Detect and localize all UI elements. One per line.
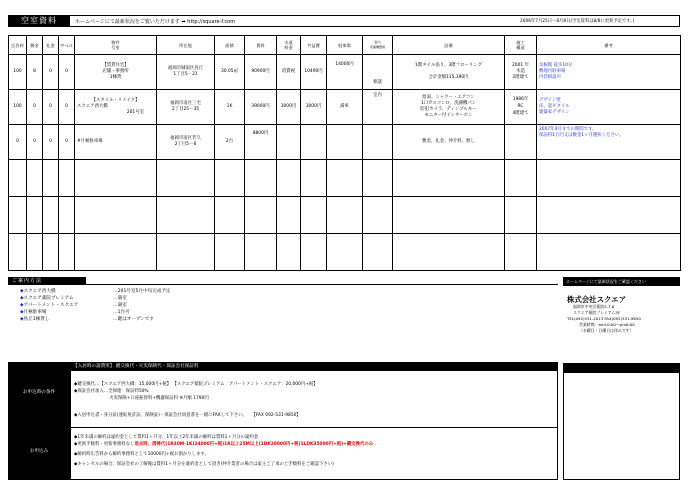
diamond-icon: ◆ [20,289,24,294]
date-note: 2006年7月25日～8月8日(空室資料は8/8に更新予定です。) [520,19,635,24]
guide-item-name: アパートメント・スクエア [23,303,79,308]
header-address: 所在地 [157,36,215,55]
guide-item-desc: …201号室5月中旬完成予定 [113,289,171,294]
address-line: 福岡市城南区鳥丘 [167,66,204,72]
equipment-line: 1階タイル張り、3階フローリング [415,63,482,69]
table-row [9,197,681,234]
guide-item-name: スクエア西大橋 [23,289,56,294]
office-bar [563,363,680,372]
list-item [20,296,127,302]
cell-remarks [537,125,681,160]
remark-line: 気候館 徒歩10分 [539,63,573,69]
equipment-line: 合計金額115,390円 [428,75,469,81]
cell-key-money: 0 [43,90,59,125]
equipment-line: 給湯、シャワー・エアコン [422,95,475,101]
cell-structure [505,90,537,125]
remark-line: 床、畳ビタイル [539,104,570,110]
remark-line: デザイン壁 [539,98,561,104]
application-line [74,442,373,448]
cell-deposit: 0 [27,90,43,125]
table-row [9,125,681,160]
address-line: 1丁目5－21 [173,72,198,78]
cell-structure [505,55,537,90]
cell-remarks [537,90,681,125]
guide-item-desc: …満室 [113,303,127,308]
cell-water: 3000円 [277,90,301,125]
cell-laundry [363,125,393,160]
company-hours: 営業時間：am10:00～pm6:00 [579,322,635,327]
structure-line: RC [517,104,524,110]
list-item [20,303,127,309]
table-row [9,90,681,125]
company-building: スクエア薬院プレミアム3F [573,310,621,315]
list-item [20,289,171,295]
cell-common-fee [301,125,327,160]
vacancy-table [8,35,681,271]
address-line: 福岡市南区三宅 [170,101,201,107]
cell-common-fee: 3000円 [301,90,327,125]
company-block [567,295,680,334]
contact-title: ホームページにて最新状況をご確認ください [563,277,680,286]
cell-key-money: 0 [43,125,59,160]
guide-title: ご案内方法 [8,277,86,285]
list-item [20,310,130,316]
cell-area: 2台 [215,125,245,160]
remark-line: 建築家デザイン [539,110,570,116]
cell-property [75,55,157,90]
cell-deposit: 0 [27,125,43,160]
condition-line: ◆鍵交換代…【スクエア西大橋：15,000円+税】 【スクエア薬院プレミアム アパートメント・スクエア：20,000円+税】 [74,382,318,387]
cell-water [277,125,301,160]
application-line: ◆1年未満の解約は違約金として賃料1ヶ月分、1年以上2年未満の解約は賃料1ヶ月分の違約金 [74,435,259,440]
cell-rent: 90900円 [245,55,277,90]
cell-common-fee: 10490円 [301,55,327,90]
cell-rent: 8800円 [245,125,277,160]
equipment-line: 1口ガスコンロ、洗濯機パン [420,101,477,107]
cell-key-money: 0 [43,55,59,90]
header-remarks: 備考 [537,36,681,55]
remark-line: 内装相談可 [539,75,561,81]
structure-line: 2001 年 [512,63,529,69]
cell-equipment [393,90,505,125]
cell-laundry: 室内 [363,90,393,125]
cell-structure [505,125,537,160]
address-line: 2丁目25－35 [171,107,200,113]
application-line: ◆解約時広告料から解約事務料として10000円+税お預かりします。 [74,452,209,457]
diamond-icon: ◆ [20,296,24,301]
diamond-icon: ◆ [20,317,24,322]
company-name: 株式会社スクエア [567,295,626,304]
cell-ad-fee: 0 [9,125,27,160]
header-common-fee: 共益費 [301,36,327,55]
cell-remarks [537,55,681,90]
cleaning-fee-text: 退去時、清掃代(1R30M-1K)24000円+税)1K以上25M以上(1DK28000円+税)1LDK35000円+税)+鍵交換代のみ [134,442,374,447]
property-line: スクエア西大橋 [77,104,108,110]
cell-parking [327,125,363,160]
cell-free-rent: 0 [59,125,75,160]
property-line: #月極駐車場 [77,139,103,145]
header-water: 水道 料金 [277,36,301,55]
divider [70,427,558,428]
header-rent: 賃料 [245,36,277,55]
condition-line: ◆保証会社加入…全保連 保証料50% [74,389,149,394]
property-line: 【スタイル・リメイク】 [91,98,140,104]
notes-box [563,372,680,480]
renewal-text: ◆更新手数料・更新事務料なし [74,442,135,447]
condition-line: 火災保険+口座振替料+機器保証料 ※月額 1790円 [74,396,209,401]
company-phone: TEL(092)531-2013 FAX(092)531-9850 [567,316,641,321]
guide-item-name: 鳥丘1棟貸し [23,317,50,322]
address-line: 福岡市南区若久 [170,136,201,142]
structure-line: 4階建て [512,111,529,117]
table-row [9,234,681,271]
diamond-icon: ◆ [20,310,24,315]
header-deposit: 敷金 [27,36,43,55]
list-item [20,317,154,323]
structure-line: 2階建て [512,75,529,81]
cell-free-rent: 0 [59,55,75,90]
conditions-label: お申込時の条件 [22,390,56,395]
header-free-rent: ﾌﾘｰﾚﾝﾄ [59,36,75,55]
cell-equipment [393,55,505,90]
cell-property [75,90,157,125]
cell-address [157,90,215,125]
equipment-line: 防犯カメラ、ディンプルキー [420,107,477,113]
header-area: 面積 [215,36,245,55]
cell-rent: 39000円 [245,90,277,125]
guide-item-name: 月極駐車場 [23,310,47,315]
equipment-line: モニター付インターホン [424,113,473,119]
application-label: お申込み [29,449,49,454]
structure-line: 1986年 [512,97,529,103]
cell-ad-fee: 100 [9,55,27,90]
structure-line: 木造 [516,69,525,75]
condition-line: ◆入居申込書・身分証(運転免許証、保険証)・保証会社同意書を一緒にFAXして下さい。 【FAX 092-531-9850】 [74,413,301,418]
property-line: 1棟貸 [109,75,122,81]
table-row [9,160,681,197]
cell-property [75,125,157,160]
header-property: 物件 号室 [75,36,157,55]
page-title: 空室資料 [8,15,70,27]
header-key-money: 礼金 [43,36,59,55]
homepage-notice[interactable]: ホームページにて最新状況をご覧いただけます ➡ http://square-f.com [75,19,236,25]
cell-ad-fee: 100 [9,90,27,125]
property-line: 店舗・事務所 [102,69,129,75]
header-laundry: 室内 洗濯機置場 [363,36,393,55]
cell-free-rent: 0 [59,90,75,125]
header-parking: 駐車場 [327,36,363,55]
company-address: 福岡市中央区薬院3-7-6 [573,304,615,309]
divider [86,284,558,285]
cell-parking: 14000円 [327,55,363,90]
cell-equipment [393,125,505,160]
remark-line: 2007年4月までの期間です。 [539,127,597,133]
guide-item-desc: …鍵はオープンです [113,317,154,322]
guide-item-desc: …満室 [113,296,127,301]
guide-item-name: スクエア薬院プレミアム [23,296,74,301]
table-row [9,55,681,90]
cell-laundry: 相談 [363,55,393,90]
company-holidays: （水曜日・日曜日は休みです） [579,328,634,333]
cell-area: 30.05㎡ [215,55,245,90]
property-line: 【賃貸住宅】 [102,63,129,69]
cell-deposit: 8 [27,55,43,90]
fees-title: 【入居時の諸費用】 鍵交換代・火災保険代・保証会社保証料 [70,362,558,371]
header-structure: 施工 構造 [505,36,537,55]
equipment-line: 敷金、礼金、仲介料、無し [422,139,475,145]
conditions-label-block [8,362,70,480]
address-line: 2丁目5－6 [174,142,197,148]
application-line: ◆キャンセルの場合、保証会社の了解後は賃料1ヶ月分を違約金として頂き(仲介業者の場合は家主ご了承の上手数料をご確認下さい) [74,462,334,467]
remark-line: 保証料1万円又は敷金1ヶ月選択ください。 [539,133,624,139]
cell-parking: 満車 [327,90,363,125]
cell-address [157,55,215,90]
cell-water: 消費税 [277,55,301,90]
property-line: 201号室 [126,110,144,116]
cell-area: 1K [215,90,245,125]
header-equipment: 設備 [393,36,505,55]
cell-address [157,125,215,160]
header-ad-fee: 広告料 [9,36,27,55]
remark-line: 敷地内駐車場 [539,69,566,75]
guide-item-desc: …1台可 [113,310,130,315]
diamond-icon: ◆ [20,303,24,308]
